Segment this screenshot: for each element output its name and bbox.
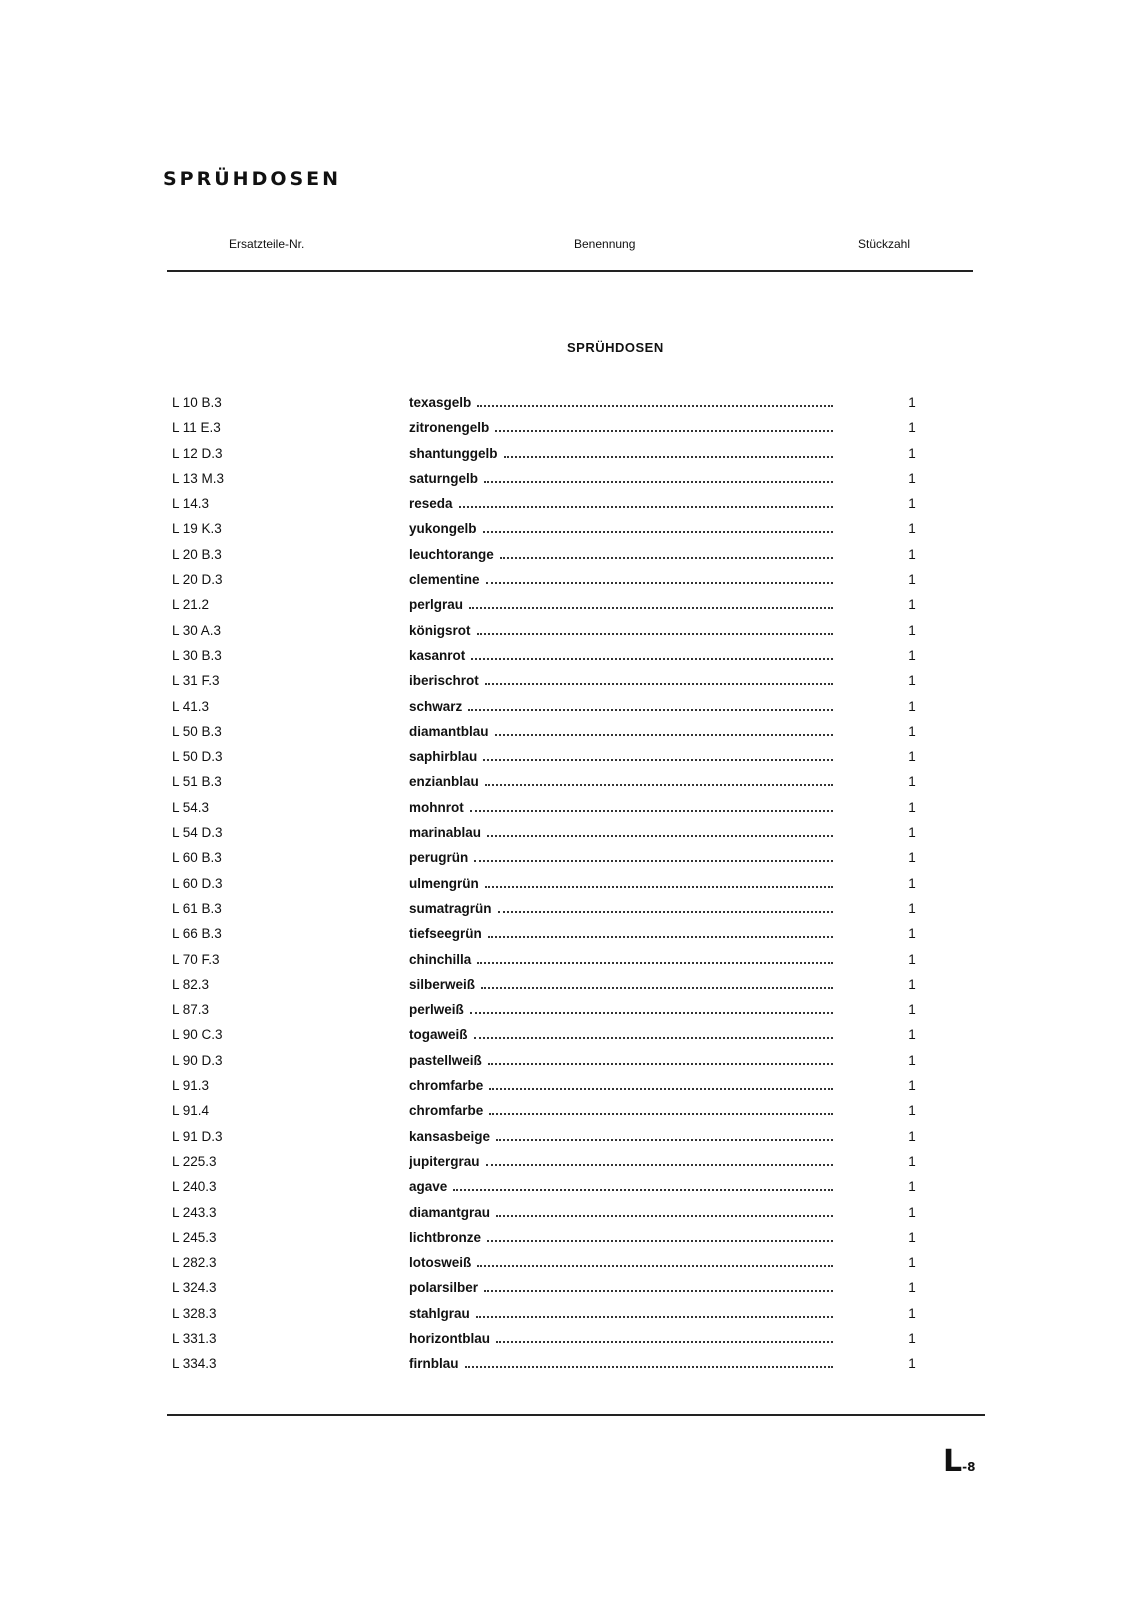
part-number: L 51 B.3 xyxy=(172,774,222,790)
part-quantity: 1 xyxy=(908,420,916,436)
part-name-cell xyxy=(409,926,833,942)
part-name-cell xyxy=(409,800,833,816)
part-name-cell xyxy=(409,1280,833,1296)
part-number: L 328.3 xyxy=(172,1305,217,1321)
part-quantity: 1 xyxy=(908,1027,916,1043)
page-number-letter: L xyxy=(943,1444,963,1479)
part-name: enzianblau xyxy=(409,774,479,790)
part-number: L 240.3 xyxy=(172,1179,217,1195)
part-quantity: 1 xyxy=(908,521,916,537)
part-name: kasanrot xyxy=(409,647,466,663)
dot-leader xyxy=(496,1139,833,1141)
part-row xyxy=(0,697,1135,722)
part-number: L 50 D.3 xyxy=(172,749,223,765)
part-name-cell xyxy=(409,724,833,740)
part-quantity: 1 xyxy=(908,1255,916,1271)
part-quantity: 1 xyxy=(908,1052,916,1068)
part-name: marinablau xyxy=(409,825,482,841)
part-number: L 66 B.3 xyxy=(172,926,222,942)
part-row xyxy=(0,1152,1135,1177)
dot-leader xyxy=(477,633,833,635)
dot-leader xyxy=(489,1088,833,1090)
part-row xyxy=(0,1253,1135,1278)
dot-leader xyxy=(459,506,833,508)
part-row xyxy=(0,494,1135,519)
part-name-cell xyxy=(409,850,833,866)
part-row xyxy=(0,1203,1135,1228)
part-name-cell xyxy=(409,901,833,917)
part-row xyxy=(0,595,1135,620)
part-name-cell xyxy=(409,774,833,790)
part-row xyxy=(0,1101,1135,1126)
part-row xyxy=(0,1228,1135,1253)
part-row xyxy=(0,772,1135,797)
part-name-cell xyxy=(409,521,833,537)
part-number: L 41.3 xyxy=(172,698,210,714)
part-number: L 225.3 xyxy=(172,1153,217,1169)
part-name: reseda xyxy=(409,496,453,512)
part-name-cell xyxy=(409,420,833,436)
part-number: L 30 B.3 xyxy=(172,647,222,663)
dot-leader xyxy=(495,430,833,432)
part-quantity: 1 xyxy=(908,470,916,486)
section-title: SPRÜHDOSEN xyxy=(567,340,664,355)
page-number-suffix: -8 xyxy=(962,1460,976,1474)
part-number: L 90 D.3 xyxy=(172,1052,223,1068)
part-name-cell xyxy=(409,1205,833,1221)
part-quantity: 1 xyxy=(908,647,916,663)
part-number: L 334.3 xyxy=(172,1356,217,1372)
part-number: L 11 E.3 xyxy=(172,420,221,436)
part-name: agave xyxy=(409,1179,448,1195)
part-row xyxy=(0,1278,1135,1303)
part-quantity: 1 xyxy=(908,1330,916,1346)
part-name: zitronengelb xyxy=(409,420,490,436)
dot-leader xyxy=(495,734,833,736)
part-name-cell xyxy=(409,977,833,993)
part-row xyxy=(0,545,1135,570)
part-name: sumatragrün xyxy=(409,900,492,916)
part-name-cell xyxy=(409,395,833,411)
part-name-cell xyxy=(409,1255,833,1271)
part-name-cell xyxy=(409,1356,833,1372)
part-row xyxy=(0,1127,1135,1152)
part-quantity: 1 xyxy=(908,900,916,916)
part-quantity: 1 xyxy=(908,1078,916,1094)
part-quantity: 1 xyxy=(908,875,916,891)
part-number: L 30 A.3 xyxy=(172,622,222,638)
dot-leader xyxy=(489,1113,833,1115)
part-name: kansasbeige xyxy=(409,1128,491,1144)
part-quantity: 1 xyxy=(908,1305,916,1321)
part-name-cell xyxy=(409,825,833,841)
part-number: L 31 F.3 xyxy=(172,673,220,689)
part-row xyxy=(0,1076,1135,1101)
part-quantity: 1 xyxy=(908,723,916,739)
dot-leader xyxy=(470,810,833,812)
part-number: L 331.3 xyxy=(172,1330,217,1346)
dot-leader xyxy=(476,1316,833,1318)
part-row xyxy=(0,1304,1135,1329)
part-number: L 61 B.3 xyxy=(172,900,222,916)
dot-leader xyxy=(486,582,833,584)
page-number xyxy=(943,1444,975,1479)
part-row xyxy=(0,1354,1135,1379)
part-row xyxy=(0,393,1135,418)
part-number: L 245.3 xyxy=(172,1229,217,1245)
part-row xyxy=(0,874,1135,899)
part-quantity: 1 xyxy=(908,799,916,815)
part-name-cell xyxy=(409,496,833,512)
dot-leader xyxy=(488,1063,833,1065)
part-row xyxy=(0,469,1135,494)
dot-leader xyxy=(471,658,833,660)
part-name-cell xyxy=(409,648,833,664)
part-row xyxy=(0,621,1135,646)
part-quantity: 1 xyxy=(908,774,916,790)
part-name: perugrün xyxy=(409,850,469,866)
dot-leader xyxy=(485,886,833,888)
part-name-cell xyxy=(409,699,833,715)
dot-leader xyxy=(485,784,833,786)
part-quantity: 1 xyxy=(908,951,916,967)
part-number: L 21.2 xyxy=(172,597,210,613)
part-row xyxy=(0,519,1135,544)
part-name-cell xyxy=(409,471,833,487)
dot-leader xyxy=(474,1037,833,1039)
part-quantity: 1 xyxy=(908,496,916,512)
part-number: L 82.3 xyxy=(172,976,210,992)
part-row xyxy=(0,1025,1135,1050)
part-quantity: 1 xyxy=(908,1153,916,1169)
part-number: L 54.3 xyxy=(172,799,210,815)
dot-leader xyxy=(483,759,833,761)
dot-leader xyxy=(468,709,833,711)
column-header-quantity: Stückzahl xyxy=(858,237,911,251)
dot-leader xyxy=(481,987,833,989)
part-quantity: 1 xyxy=(908,572,916,588)
part-number: L 87.3 xyxy=(172,1002,210,1018)
dot-leader xyxy=(483,531,833,533)
part-row xyxy=(0,950,1135,975)
part-number: L 91.4 xyxy=(172,1103,210,1119)
part-name: schwarz xyxy=(409,698,463,714)
dot-leader xyxy=(487,835,833,837)
part-name: firnblau xyxy=(409,1356,459,1372)
part-row xyxy=(0,570,1135,595)
dot-leader xyxy=(504,456,834,458)
part-number: L 50 B.3 xyxy=(172,723,222,739)
part-name-cell xyxy=(409,1078,833,1094)
part-number: L 19 K.3 xyxy=(172,521,222,537)
part-name: togaweiß xyxy=(409,1027,468,1043)
part-name-cell xyxy=(409,1331,833,1347)
part-name: polarsilber xyxy=(409,1280,479,1296)
part-name-cell xyxy=(409,1129,833,1145)
part-row xyxy=(0,798,1135,823)
part-name-cell xyxy=(409,623,833,639)
part-quantity: 1 xyxy=(908,1229,916,1245)
part-name: pastellweiß xyxy=(409,1052,482,1068)
part-name: lotosweiß xyxy=(409,1255,472,1271)
dot-leader xyxy=(496,1341,833,1343)
part-number: L 13 M.3 xyxy=(172,470,225,486)
part-name-cell xyxy=(409,1230,833,1246)
dot-leader xyxy=(474,860,833,862)
dot-leader xyxy=(470,1012,833,1014)
part-row xyxy=(0,1177,1135,1202)
part-number: L 70 F.3 xyxy=(172,951,220,967)
part-quantity: 1 xyxy=(908,597,916,613)
dot-leader xyxy=(485,683,833,685)
part-name: königsrot xyxy=(409,622,471,638)
part-row xyxy=(0,1000,1135,1025)
part-quantity: 1 xyxy=(908,1103,916,1119)
part-row xyxy=(0,975,1135,1000)
part-name-cell xyxy=(409,1027,833,1043)
part-number: L 14.3 xyxy=(172,496,210,512)
part-name: ulmengrün xyxy=(409,875,479,891)
part-quantity: 1 xyxy=(908,1002,916,1018)
dot-leader xyxy=(453,1189,833,1191)
part-number: L 54 D.3 xyxy=(172,825,223,841)
part-number: L 60 B.3 xyxy=(172,850,222,866)
part-name: stahlgrau xyxy=(409,1305,470,1321)
part-name: saphirblau xyxy=(409,749,478,765)
dot-leader xyxy=(488,936,833,938)
dot-leader xyxy=(484,1290,833,1292)
part-name-cell xyxy=(409,1179,833,1195)
column-header-part-number: Ersatzteile-Nr. xyxy=(229,237,305,251)
part-name-cell xyxy=(409,1306,833,1322)
part-name-cell xyxy=(409,547,833,563)
part-name: iberischrot xyxy=(409,673,479,689)
part-row xyxy=(0,1329,1135,1354)
part-name: chinchilla xyxy=(409,951,472,967)
dot-leader xyxy=(477,405,833,407)
part-quantity: 1 xyxy=(908,1280,916,1296)
part-quantity: 1 xyxy=(908,673,916,689)
dot-leader xyxy=(477,1265,833,1267)
part-row xyxy=(0,671,1135,696)
part-number: L 20 D.3 xyxy=(172,572,223,588)
column-headers xyxy=(163,237,973,257)
part-quantity: 1 xyxy=(908,825,916,841)
part-name: chromfarbe xyxy=(409,1103,484,1119)
part-name: perlgrau xyxy=(409,597,464,613)
dot-leader xyxy=(469,607,833,609)
part-number: L 91.3 xyxy=(172,1078,210,1094)
part-name: tiefseegrün xyxy=(409,926,482,942)
part-name: shantunggelb xyxy=(409,445,498,461)
part-name-cell xyxy=(409,1103,833,1119)
part-number: L 90 C.3 xyxy=(172,1027,223,1043)
part-number: L 12 D.3 xyxy=(172,445,223,461)
part-name: saturngelb xyxy=(409,470,479,486)
part-quantity: 1 xyxy=(908,1179,916,1195)
part-name-cell xyxy=(409,572,833,588)
part-number: L 243.3 xyxy=(172,1204,217,1220)
part-number: L 60 D.3 xyxy=(172,875,223,891)
part-name: diamantgrau xyxy=(409,1204,491,1220)
part-number: L 20 B.3 xyxy=(172,546,222,562)
part-quantity: 1 xyxy=(908,1356,916,1372)
part-name: diamantblau xyxy=(409,723,489,739)
part-name: horizontblau xyxy=(409,1330,490,1346)
part-name-cell xyxy=(409,597,833,613)
part-row xyxy=(0,924,1135,949)
part-number: L 324.3 xyxy=(172,1280,217,1296)
part-name: silberweiß xyxy=(409,976,476,992)
part-name-cell xyxy=(409,876,833,892)
part-number: L 10 B.3 xyxy=(172,395,222,410)
part-row xyxy=(0,722,1135,747)
part-quantity: 1 xyxy=(908,698,916,714)
page-heading: SPRÜHDOSEN xyxy=(163,168,342,190)
part-name: mohnrot xyxy=(409,799,464,815)
part-quantity: 1 xyxy=(908,926,916,942)
dot-leader xyxy=(486,1164,833,1166)
part-quantity: 1 xyxy=(908,976,916,992)
part-name-cell xyxy=(409,1053,833,1069)
footer-divider xyxy=(167,1414,985,1416)
part-quantity: 1 xyxy=(908,749,916,765)
header-divider xyxy=(167,270,973,272)
part-name-cell xyxy=(409,749,833,765)
part-quantity: 1 xyxy=(908,850,916,866)
part-name-cell xyxy=(409,446,833,462)
part-name: yukongelb xyxy=(409,521,477,537)
part-row xyxy=(0,848,1135,873)
part-name-cell xyxy=(409,1154,833,1170)
dot-leader xyxy=(484,481,833,483)
part-row xyxy=(0,899,1135,924)
dot-leader xyxy=(487,1240,833,1242)
dot-leader xyxy=(500,557,833,559)
part-name: leuchtorange xyxy=(409,546,494,562)
part-name-cell xyxy=(409,952,833,968)
part-name: texasgelb xyxy=(409,395,472,410)
dot-leader xyxy=(465,1366,834,1368)
part-row xyxy=(0,646,1135,671)
column-header-name: Benennung xyxy=(574,237,636,251)
part-name: lichtbronze xyxy=(409,1229,482,1245)
part-name: chromfarbe xyxy=(409,1078,484,1094)
dot-leader xyxy=(498,911,833,913)
part-name: clementine xyxy=(409,572,480,588)
part-quantity: 1 xyxy=(908,395,916,410)
part-row xyxy=(0,444,1135,469)
part-name: perlweiß xyxy=(409,1002,464,1018)
part-quantity: 1 xyxy=(908,546,916,562)
part-row xyxy=(0,823,1135,848)
part-name: jupitergrau xyxy=(409,1153,480,1169)
part-quantity: 1 xyxy=(908,622,916,638)
part-quantity: 1 xyxy=(908,1204,916,1220)
part-name-cell xyxy=(409,673,833,689)
dot-leader xyxy=(496,1215,833,1217)
part-row xyxy=(0,1051,1135,1076)
part-name-cell xyxy=(409,1002,833,1018)
parts-list xyxy=(0,393,1135,1380)
part-row xyxy=(0,747,1135,772)
part-quantity: 1 xyxy=(908,445,916,461)
part-quantity: 1 xyxy=(908,1128,916,1144)
part-number: L 91 D.3 xyxy=(172,1128,223,1144)
dot-leader xyxy=(477,962,833,964)
part-number: L 282.3 xyxy=(172,1255,217,1271)
part-row xyxy=(0,418,1135,443)
